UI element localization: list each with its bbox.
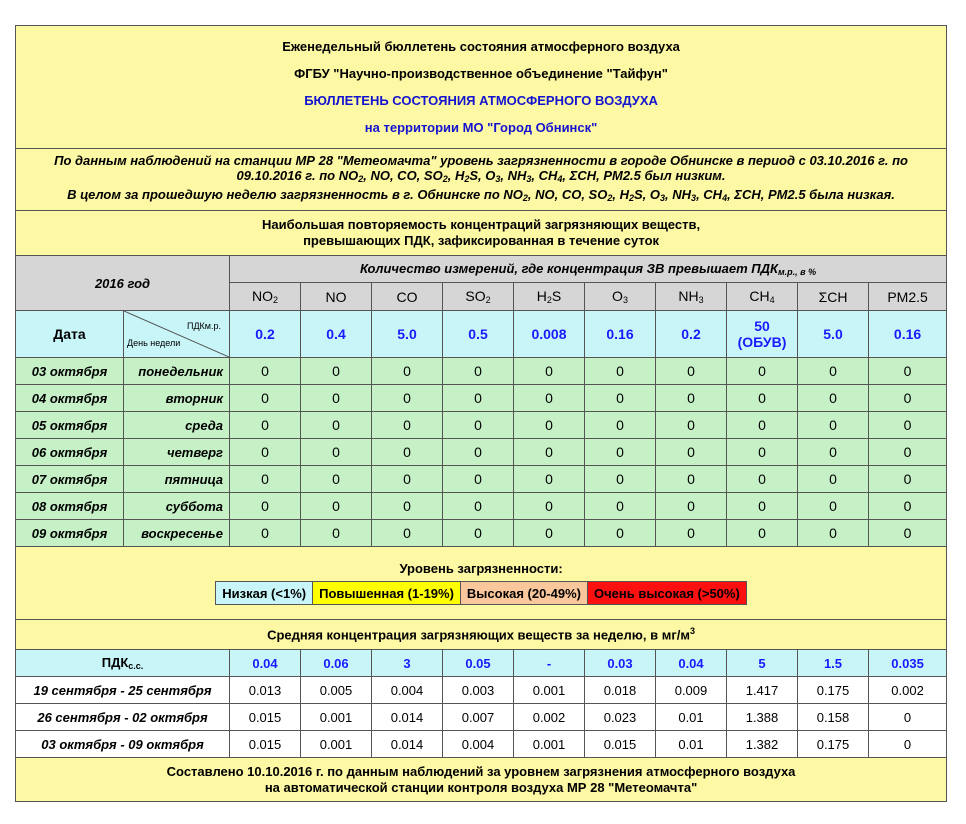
row-value: 0.014 (372, 704, 443, 731)
row-value: 0 (869, 731, 947, 758)
row-value: 0 (656, 493, 727, 520)
pollutant-name: CH (749, 288, 770, 304)
row-value: 0 (372, 520, 443, 547)
pdk-number: 0.5 (468, 326, 488, 342)
pollutant-subscript: 2 (272, 295, 278, 305)
row-weekday: понедельник (124, 358, 230, 385)
row-value: 0 (585, 520, 656, 547)
table-row (16, 704, 947, 731)
header-bulletin-title: БЮЛЛЕТЕНЬ СОСТОЯНИЯ АТМОСФЕРНОГО ВОЗДУХА (304, 93, 658, 108)
row-value: 0.009 (656, 677, 727, 704)
row-value: 0.015 (230, 731, 301, 758)
pollutant-header (869, 283, 947, 311)
row-value: 0 (372, 385, 443, 412)
row-value: 0.023 (585, 704, 656, 731)
legend-item: Повышенная (1-19%) (313, 582, 461, 605)
pollutant-name: NH (678, 288, 699, 304)
row-value: 0 (585, 358, 656, 385)
pdk-value (230, 311, 301, 358)
pdk-number: 5.0 (823, 326, 843, 342)
pollutant-name: O (612, 288, 623, 304)
row-value: 0 (869, 520, 947, 547)
row-value: 0 (514, 466, 585, 493)
table-row (16, 520, 947, 547)
row-value: 0 (514, 439, 585, 466)
pollutant-name: NO (251, 288, 273, 304)
pdk-value (585, 311, 656, 358)
pollutant-header (656, 283, 727, 311)
row-value: 0 (230, 493, 301, 520)
row-value: 0 (372, 493, 443, 520)
row-value: 0 (727, 466, 798, 493)
pollutant-subscript: 4 (769, 295, 775, 305)
row-weekday: четверг (124, 439, 230, 466)
row-period: 26 сентября - 02 октября (16, 704, 230, 731)
bulletin-header (16, 26, 947, 149)
pollution-level-legend (16, 547, 947, 620)
row-value: 0.004 (372, 677, 443, 704)
pollutant-header (798, 283, 869, 311)
row-value: 0 (230, 520, 301, 547)
pdk-cc-value: - (514, 650, 585, 677)
date-header: Дата (16, 311, 124, 358)
row-value: 0.015 (585, 731, 656, 758)
row-value: 0 (727, 385, 798, 412)
legend-title: Уровень загрязненности: (399, 561, 563, 576)
pollutant-subscript: 2 (485, 295, 491, 305)
row-value: 0 (869, 466, 947, 493)
summary-paragraph-2: В целом за прошедшую неделю загрязненность в г. Обнинске по $NO_2$, NO, CO, $SO_2$, $H_2S$, $O_3$, $NH_3$, $CH_4$, ΣCH, PM2.5 была низкая. (67, 187, 895, 203)
table-row (16, 677, 947, 704)
row-value: 0.013 (230, 677, 301, 704)
row-value: 0 (514, 385, 585, 412)
row-value: 0 (727, 520, 798, 547)
row-value: 0 (869, 412, 947, 439)
row-value: 0 (301, 358, 372, 385)
row-value: 0.01 (656, 731, 727, 758)
table-row (16, 466, 947, 493)
pollutant-name: PM2.5 (887, 288, 928, 305)
row-value: 0 (798, 466, 869, 493)
row-value: 0 (443, 466, 514, 493)
row-value: 0 (301, 466, 372, 493)
row-weekday: среда (124, 412, 230, 439)
row-value: 0 (443, 412, 514, 439)
row-value: 0.002 (869, 677, 947, 704)
pdk-value (656, 311, 727, 358)
pollutant-header (301, 283, 372, 311)
pollutant-header (230, 283, 301, 311)
average-rows (16, 677, 947, 758)
bulletin-table (15, 25, 947, 802)
row-value: 0 (301, 412, 372, 439)
pdk-number: 0.16 (893, 326, 922, 342)
row-weekday: вторник (124, 385, 230, 412)
row-value: 0.158 (798, 704, 869, 731)
row-value: 0 (514, 520, 585, 547)
row-value: 0 (585, 439, 656, 466)
row-value: 0 (443, 520, 514, 547)
pdk-number: 0.4 (326, 326, 346, 342)
row-value: 0 (798, 520, 869, 547)
row-value: 0 (869, 493, 947, 520)
row-value: 0.001 (301, 704, 372, 731)
pollutant-suffix: S (551, 288, 562, 304)
legend-item: Высокая (20-49%) (460, 582, 587, 605)
row-value: 0 (869, 439, 947, 466)
daily-rows (16, 358, 947, 547)
pollutant-name: NO (325, 288, 347, 305)
section-exceedance-title: Наибольшая повторяемость концентраций загрязняющих веществ, превышающих ПДК, зафиксированная в течение суток (16, 211, 947, 256)
table-row (16, 731, 947, 758)
row-value: 0 (798, 439, 869, 466)
pollutant-header (727, 283, 798, 311)
row-value: 0 (656, 385, 727, 412)
pollutant-name: ΣCH (818, 288, 848, 305)
pdk-cc-value: 5 (727, 650, 798, 677)
pdk-cc-value: 3 (372, 650, 443, 677)
pdk-row (16, 311, 947, 358)
pdk-value (727, 311, 798, 358)
pdk-number: 5.0 (397, 326, 417, 342)
row-value: 0 (585, 466, 656, 493)
row-value: 0 (372, 439, 443, 466)
row-value: 0.175 (798, 677, 869, 704)
pollutant-name: SO (465, 288, 486, 304)
table-row (16, 493, 947, 520)
pdk-note: (ОБУВ) (737, 334, 787, 350)
row-value: 0 (301, 385, 372, 412)
row-weekday: суббота (124, 493, 230, 520)
diagonal-divider (124, 311, 229, 357)
section-average-title: Средняя концентрация загрязняющих веществ за неделю, в $мг/м^3$ (16, 620, 947, 650)
pdk-value (443, 311, 514, 358)
table-row (16, 358, 947, 385)
row-value: 0 (230, 439, 301, 466)
pdk-value (869, 311, 947, 358)
row-value: 0 (230, 385, 301, 412)
row-value: 0 (514, 412, 585, 439)
row-value: 0 (230, 358, 301, 385)
row-value: 0 (443, 385, 514, 412)
pdk-value (301, 311, 372, 358)
row-value: 0 (372, 412, 443, 439)
row-value: 0 (656, 412, 727, 439)
row-date: 04 октября (16, 385, 124, 412)
row-value: 0.014 (372, 731, 443, 758)
table-row (16, 412, 947, 439)
pdk-cc-value: 1.5 (798, 650, 869, 677)
row-value: 0 (727, 412, 798, 439)
legend-item: Низкая (<1%) (216, 582, 313, 605)
legend-item: Очень высокая (>50%) (587, 582, 746, 605)
row-value: 0 (514, 493, 585, 520)
row-value: 0 (656, 358, 727, 385)
pdk-cc-value: 0.05 (443, 650, 514, 677)
pdk-number: 0.16 (606, 326, 634, 342)
row-value: 0 (230, 412, 301, 439)
row-value: 0 (585, 493, 656, 520)
row-value: 0 (656, 439, 727, 466)
row-date: 05 октября (16, 412, 124, 439)
pdk-corner-label: ПДКм.р. (186, 321, 221, 331)
pdk-number: 0.008 (531, 326, 567, 342)
pdk-number: 50 (754, 318, 770, 334)
row-value: 0 (514, 358, 585, 385)
header-title: Еженедельный бюллетень состояния атмосферного воздуха (282, 39, 680, 54)
pollutant-header (372, 283, 443, 311)
row-weekday: пятница (124, 466, 230, 493)
row-value: 0 (443, 439, 514, 466)
row-value: 0 (301, 520, 372, 547)
row-value: 0 (372, 358, 443, 385)
row-value: 0.018 (585, 677, 656, 704)
table-row (16, 439, 947, 466)
pollutant-header (443, 283, 514, 311)
summary-paragraph-1: По данным наблюдений на станции МР 28 "Метеомачта" уровень загрязненности в городе Обнинске в период с 03.10.2016 г. по 09.10.2016 г. по $NO_2$, NO, CO, $SO_2$, $H_2S$, $O_3$, $NH_3$, $CH_4$, ΣCH, PM2.5 был низким. (54, 153, 908, 184)
row-value: 0 (443, 493, 514, 520)
row-value: 0.004 (443, 731, 514, 758)
row-value: 0 (727, 439, 798, 466)
row-value: 0 (443, 358, 514, 385)
row-value: 0.007 (443, 704, 514, 731)
row-value: 0 (798, 493, 869, 520)
pdk-value (372, 311, 443, 358)
row-date: 08 октября (16, 493, 124, 520)
row-value: 0 (798, 385, 869, 412)
pdk-cc-label: $ПДК_{с.с.}$ (16, 650, 230, 677)
pdk-cc-value: 0.035 (869, 650, 947, 677)
row-date: 03 октября (16, 358, 124, 385)
row-value: 0 (301, 439, 372, 466)
row-date: 09 октября (16, 520, 124, 547)
row-value: 0 (372, 466, 443, 493)
pollutant-subscript: 3 (698, 295, 704, 305)
row-value: 0.01 (656, 704, 727, 731)
pollutant-subscript: 2 (546, 295, 552, 305)
pdk-cc-value: 0.06 (301, 650, 372, 677)
pdk-value (798, 311, 869, 358)
row-value: 0.175 (798, 731, 869, 758)
row-value: 0 (656, 520, 727, 547)
pollutant-header (514, 283, 585, 311)
row-value: 0 (656, 466, 727, 493)
header-organization: ФГБУ "Научно-производственное объединение "Тайфун" (294, 66, 668, 81)
pollutant-header (585, 283, 656, 311)
bulletin-footer: Составлено 10.10.2016 г. по данным наблюдений за уровнем загрязнения атмосферного воздуха на автоматической станции контроля воздуха МР 28 "Метеомачта" (16, 758, 947, 802)
row-value: 1.382 (727, 731, 798, 758)
row-value: 0 (869, 358, 947, 385)
pdk-cc-value: 0.04 (656, 650, 727, 677)
row-value: 0.002 (514, 704, 585, 731)
pollutant-name: CO (396, 288, 418, 305)
row-value: 0.015 (230, 704, 301, 731)
pdk-cc-value: 0.04 (230, 650, 301, 677)
row-value: 0 (585, 385, 656, 412)
row-value: 0.005 (301, 677, 372, 704)
pdk-cc-row (16, 650, 947, 677)
row-period: 19 сентября - 25 сентября (16, 677, 230, 704)
row-value: 0.001 (301, 731, 372, 758)
row-period: 03 октября - 09 октября (16, 731, 230, 758)
year-label: 2016 год (16, 256, 230, 311)
row-date: 06 октября (16, 439, 124, 466)
row-value: 0.003 (443, 677, 514, 704)
row-value: 1.388 (727, 704, 798, 731)
legend-items (215, 581, 747, 605)
pdk-weekday-header (124, 311, 230, 358)
header-territory: на территории МО "Город Обнинск" (364, 120, 598, 135)
pollutant-subscript: 3 (622, 295, 628, 305)
row-value: 0 (585, 412, 656, 439)
row-value: 0 (301, 493, 372, 520)
table-row (16, 385, 947, 412)
row-value: 0 (727, 493, 798, 520)
count-label: Количество измерений, где концентрация ЗВ превышает $ПДК_{м.р., в \%}$ (230, 256, 947, 283)
row-value: 0 (869, 704, 947, 731)
weekday-corner-label: День недели (127, 338, 181, 348)
pdk-number: 0.2 (255, 326, 275, 342)
row-value: 0 (798, 358, 869, 385)
pdk-value (514, 311, 585, 358)
row-value: 0 (798, 412, 869, 439)
bulletin (15, 25, 946, 802)
pollutant-name: H (536, 288, 547, 304)
row-value: 0 (727, 358, 798, 385)
row-value: 0.001 (514, 731, 585, 758)
row-value: 0.001 (514, 677, 585, 704)
pdk-cc-value: 0.03 (585, 650, 656, 677)
row-value: 0 (869, 385, 947, 412)
row-value: 0 (230, 466, 301, 493)
pdk-number: 0.2 (681, 326, 701, 342)
row-date: 07 октября (16, 466, 124, 493)
row-weekday: воскресенье (124, 520, 230, 547)
row-value: 1.417 (727, 677, 798, 704)
summary-statement (16, 149, 947, 211)
